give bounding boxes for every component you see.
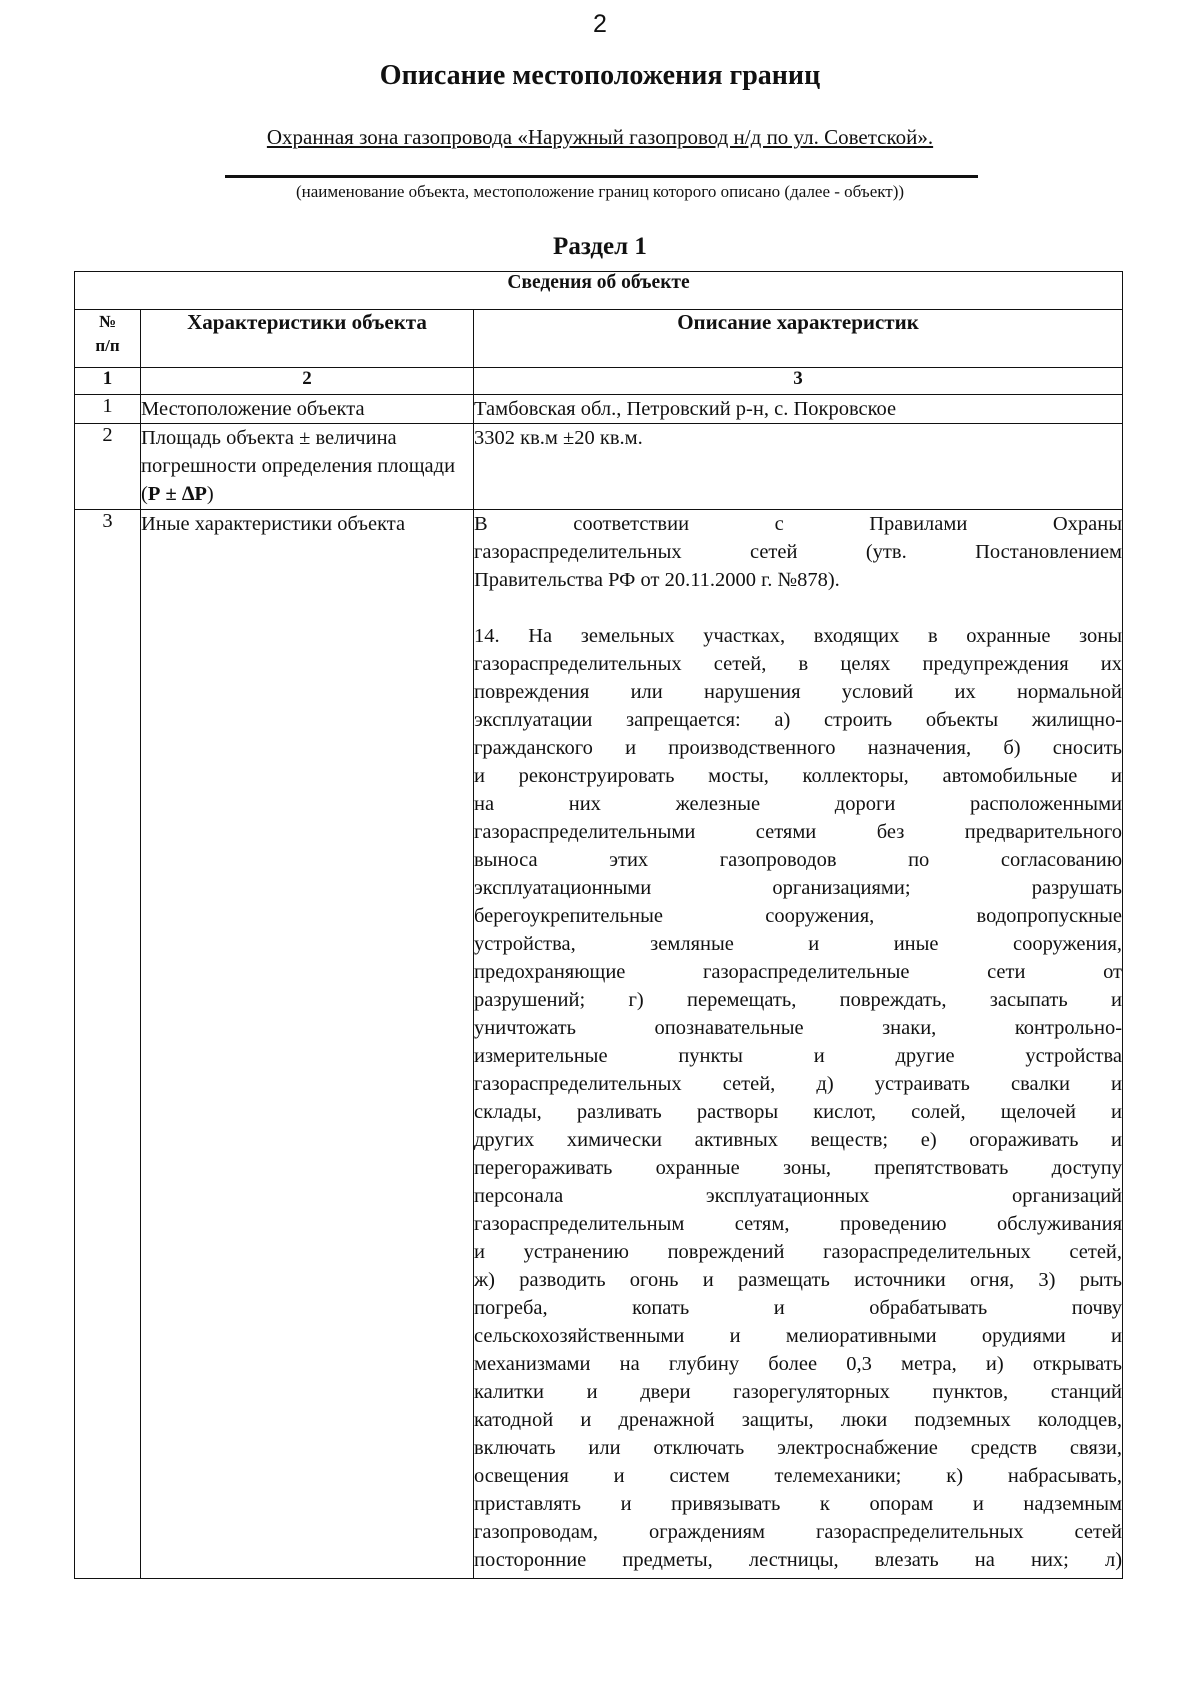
description-line: погреба, копать и обрабатывать почву — [474, 1297, 1123, 1319]
description-intro — [474, 510, 1122, 594]
row-number: 3 — [75, 510, 141, 1579]
description-line: В соответствии с Правилами Охраны — [474, 513, 1123, 535]
table-row — [75, 424, 1123, 510]
description-line: предохраняющие газораспределительные сети от — [474, 961, 1123, 983]
area-label: Площадь объекта ± величина погрешности определения площади ( — [141, 427, 456, 505]
description-line: приставлять и привязывать к опорам и надземным — [474, 1493, 1123, 1515]
description-line: и устранению повреждений газораспределительных сетей, — [474, 1241, 1123, 1263]
object-info-table — [74, 271, 1123, 1579]
area-label-end: ) — [206, 483, 214, 505]
description-line: перегораживать охранные зоны, препятствовать доступу — [474, 1157, 1123, 1179]
description-line: разрушений; г) перемещать, повреждать, засыпать и — [474, 989, 1123, 1011]
row-number: 1 — [75, 395, 141, 424]
area-formula: Р ± ∆Р — [147, 483, 207, 505]
column-index-3: 3 — [474, 368, 1123, 395]
table-row — [75, 510, 1123, 1579]
row-number: 2 — [75, 424, 141, 510]
description-line: газораспределительных сетей (утв. Постановлением — [474, 541, 1123, 563]
description-line: включать или отключать электроснабжение средств связи, — [474, 1437, 1123, 1459]
row-description — [474, 510, 1123, 1579]
object-name-caption: (наименование объекта, местоположение границ которого описано (далее - объект)) — [295, 182, 905, 201]
row-description: 3302 кв.м ±20 кв.м. — [474, 424, 1123, 510]
description-line: на них железные дороги расположенными — [474, 793, 1123, 815]
column-index-1: 1 — [75, 368, 141, 395]
description-line: уничтожать опознавательные знаки, контрольно- — [474, 1017, 1123, 1039]
description-line: эксплуатации запрещается: а) строить объекты жилищно- — [474, 709, 1123, 731]
description-line: эксплуатационными организациями; разрушать — [474, 877, 1123, 899]
description-line: выноса этих газопроводов по согласованию — [474, 849, 1123, 871]
description-line: гражданского и производственного назначения, б) сносить — [474, 737, 1123, 759]
description-line: освещения и систем телемеханики; к) набрасывать, — [474, 1465, 1123, 1487]
description-line: катодной и дренажной защиты, люки подземных колодцев, — [474, 1409, 1123, 1431]
section-title: Раздел 1 — [553, 233, 647, 260]
object-name-rule — [225, 175, 978, 178]
description-line: ж) разводить огонь и размещать источники огня, 3) рыть — [474, 1269, 1123, 1291]
description-line: измерительные пункты и другие устройства — [474, 1045, 1123, 1067]
row-characteristic — [141, 424, 474, 510]
page-number: 2 — [593, 10, 607, 38]
description-line: Правительства РФ от 20.11.2000 г. №878). — [474, 569, 840, 591]
description-line: механизмами на глубину более 0,3 метра, и) открывать — [474, 1353, 1123, 1375]
header-characteristic: Характеристики объекта — [141, 310, 474, 368]
description-body — [474, 622, 1122, 1574]
description-line: газораспределительных сетей, д) устраивать свалки и — [474, 1073, 1123, 1095]
description-line: газораспределительными сетями без предварительного — [474, 821, 1123, 843]
description-line: берегоукрепительные сооружения, водопропускные — [474, 905, 1123, 927]
description-line: газораспределительным сетям, проведению обслуживания — [474, 1213, 1123, 1235]
table-caption: Сведения об объекте — [75, 272, 1123, 310]
column-index-2: 2 — [141, 368, 474, 395]
table-row — [75, 395, 1123, 424]
description-line: повреждения или нарушения условий их нормальной — [474, 681, 1123, 703]
description-line: других химически активных веществ; е) огораживать и — [474, 1129, 1123, 1151]
description-line: газопроводам, ограждениям газораспределительных сетей — [474, 1521, 1123, 1543]
row-characteristic: Местоположение объекта — [141, 395, 474, 424]
header-description: Описание характеристик — [474, 310, 1123, 368]
description-line: и реконструировать мосты, коллекторы, автомобильные и — [474, 765, 1123, 787]
description-line: персонала эксплуатационных организаций — [474, 1185, 1123, 1207]
object-name: Охранная зона газопровода «Наружный газопровод н/д по ул. Советской». — [266, 125, 934, 149]
page-title: Описание местоположения границ — [379, 60, 821, 91]
description-line: 14. На земельных участках, входящих в охранные зоны — [474, 625, 1123, 647]
row-characteristic: Иные характеристики объекта — [141, 510, 474, 1579]
row-description: Тамбовская обл., Петровский р-н, с. Покровское — [474, 395, 1123, 424]
description-line: газораспределительных сетей, в целях предупреждения их — [474, 653, 1123, 675]
description-line: калитки и двери газорегуляторных пунктов, станций — [474, 1381, 1123, 1403]
description-line: устройства, земляные и иные сооружения, — [474, 933, 1123, 955]
description-line: сельскохозяйственными и мелиоративными орудиями и — [474, 1325, 1123, 1347]
description-line: склады, разливать растворы кислот, солей, щелочей и — [474, 1101, 1123, 1123]
description-line: посторонние предметы, лестницы, влезать на них; л) — [474, 1549, 1123, 1571]
header-num: № п/п — [75, 310, 141, 368]
